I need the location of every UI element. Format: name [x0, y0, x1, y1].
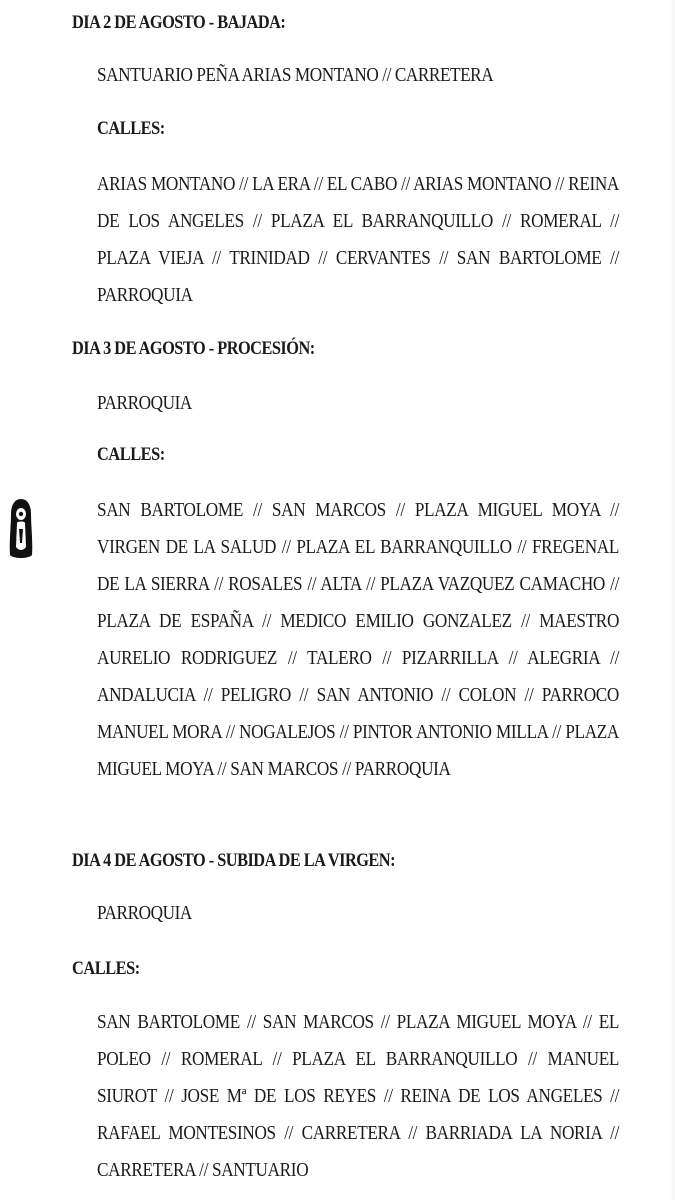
day4-heading: DIA 4 DE AGOSTO - SUBIDA DE LA VIRGEN: [72, 850, 396, 871]
page-edge-shadow [669, 0, 675, 1200]
day2-place: SANTUARIO PEÑA ARIAS MONTANO // CARRETERA [97, 64, 494, 86]
day4-place: PARROQUIA [97, 902, 192, 924]
virgin-figure-icon [8, 497, 34, 561]
day3-streets: SAN BARTOLOME // SAN MARCOS // PLAZA MIGUEL MOYA // VIRGEN DE LA SALUD // PLAZA EL BARRANQUILLO // FREGENAL DE LA SIERRA // ROSALES // ALTA // PLAZA VAZQUEZ CAMACHO // PLAZA DE ESPAÑA // MEDICO EMILIO GONZALEZ // MAESTRO AURELIO RODRIGUEZ // TALERO // PIZARRILLA // ALEGRIA // ANDALUCIA // PELIGRO // SAN ANTONIO // COLON // PARROCO MANUEL MORA // NOGALEJOS // PINTOR ANTONIO MILLA // PLAZA MIGUEL MOYA // SAN MARCOS // PARROQUIA [97, 499, 620, 780]
day3-heading: DIA 3 DE AGOSTO - PROCESIÓN: [72, 338, 315, 359]
day2-heading: DIA 2 DE AGOSTO - BAJADA: [72, 12, 286, 33]
day2-streets: ARIAS MONTANO // LA ERA // EL CABO // ARIAS MONTANO // REINA DE LOS ANGELES // PLAZA EL BARRANQUILLO // ROMERAL // PLAZA VIEJA // TRINIDAD // CERVANTES // SAN BARTOLOME // PARROQUIA [97, 173, 620, 306]
day3-place: PARROQUIA [97, 392, 192, 414]
day3-streets-label: CALLES: [97, 444, 165, 465]
day4-streets: SAN BARTOLOME // SAN MARCOS // PLAZA MIGUEL MOYA // EL POLEO // ROMERAL // PLAZA EL BARRANQUILLO // MANUEL SIUROT // JOSE Mª DE LOS REYES // REINA DE LOS ANGELES // RAFAEL MONTESINOS // CARRETERA // BARRIADA LA NORIA // CARRETERA // SANTUARIO [97, 1011, 620, 1181]
day4-streets-label: CALLES: [72, 958, 140, 979]
day2-streets-label: CALLES: [97, 118, 165, 139]
